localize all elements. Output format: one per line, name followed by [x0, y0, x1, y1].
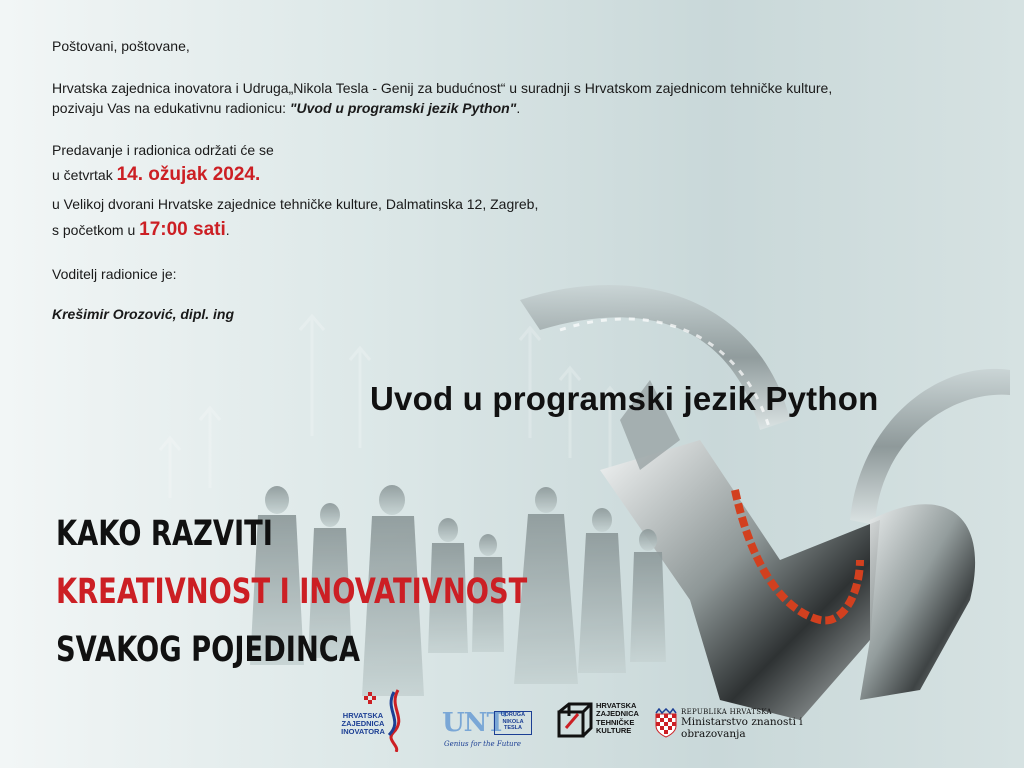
sponsor-logos [0, 688, 1024, 758]
ministry-logo [655, 706, 805, 750]
unt-tagline: Genius for the Future [444, 740, 522, 748]
unt-logo [442, 708, 534, 750]
hztk-text [596, 702, 639, 736]
time-line [52, 220, 230, 240]
hztk-line-1: HRVATSKA [596, 701, 637, 710]
slogan-line-3: SVAKOG POJEDINCA [56, 630, 360, 670]
ministry-line-3: obrazovanja [681, 728, 746, 740]
hzi-logo [338, 688, 408, 752]
intro-line-2 [52, 98, 952, 118]
date-prefix: u četvrtak [52, 167, 117, 183]
venue-line: u Velikoj dvorani Hrvatske zajednice tehničke kulture, Dalmatinska 12, Zagreb, [52, 196, 539, 212]
venue-intro: Predavanje i radionica održati će se [52, 142, 274, 158]
hztk-line-2: ZAJEDNICA [596, 709, 639, 719]
workshop-headline: Uvod u programski jezik Python [370, 380, 879, 417]
unt-box [494, 711, 532, 735]
leader-label: Voditelj radionice je: [52, 266, 177, 282]
event-time: 17:00 sati [139, 219, 226, 240]
ministry-line-2: Ministarstvo znanosti i [681, 716, 803, 728]
intro-line-1: Hrvatska zajednica inovatora i Udruga„Nikola Tesla - Genij za budućnost“ u suradnji s Hrvatskom zajednicom tehničke kulture, [52, 80, 833, 96]
intro-text: pozivaju Vas na edukativnu radionicu: [52, 100, 290, 116]
hzi-line-1: HRVATSKA [342, 711, 384, 720]
unt-box-line-3: TESLA [503, 725, 523, 731]
hzi-line-3: INOVATORA [341, 727, 385, 736]
slogan [56, 505, 527, 679]
hzi-line-2: ZAJEDNICA [341, 719, 385, 728]
leader-name: Krešimir Orozović, dipl. ing [52, 306, 235, 322]
time-prefix: s početkom u [52, 222, 140, 238]
hztk-line-4: KULTURE [596, 726, 632, 736]
croatian-coat-of-arms-icon [655, 708, 677, 738]
unt-box-line-2: NIKOLA [502, 718, 524, 725]
hztk-line-3: TEHNIČKE [596, 717, 635, 727]
hztk-logo [556, 698, 641, 748]
event-date: 14. ožujak 2024. [116, 164, 261, 185]
ministry-text [681, 708, 803, 740]
workshop-title-inline: "Uvod u programski jezik Python" [289, 100, 517, 116]
time-suffix: . [225, 222, 230, 238]
unt-box-line-1: UDRUGA [500, 712, 526, 718]
hzi-text [338, 712, 388, 736]
cube-icon [556, 702, 594, 742]
intro-paragraph [52, 78, 952, 118]
intro-end: . [516, 100, 521, 116]
date-line [52, 165, 260, 185]
salutation: Poštovani, poštovane, [52, 38, 190, 54]
unt-mark: UNT [442, 708, 505, 738]
ministry-line-1: REPUBLIKA HRVATSKA [681, 708, 772, 716]
slogan-line-1: KAKO RAZVITI [56, 514, 273, 554]
slogan-line-2: KREATIVNOST I INOVATIVNOST [56, 572, 528, 612]
